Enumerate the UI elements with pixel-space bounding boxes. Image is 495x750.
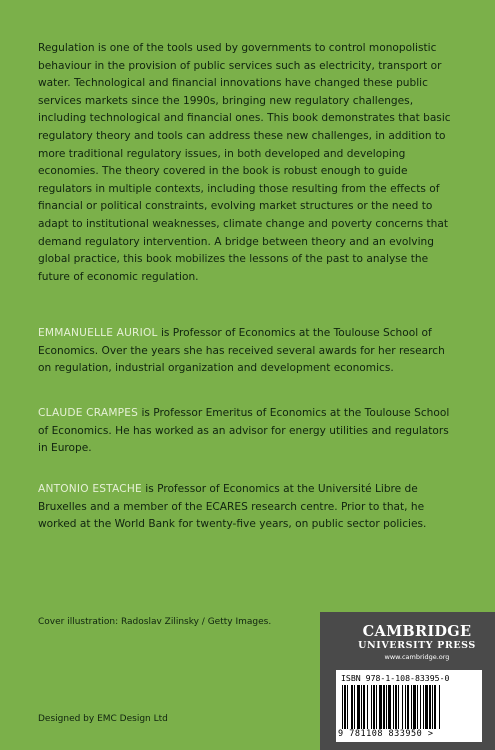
barcode-bar: [407, 685, 409, 729]
barcode-bar: [439, 685, 440, 729]
barcode-bar: [423, 685, 424, 729]
barcode-icon: [340, 685, 478, 729]
author-bio-auriol: [38, 325, 458, 378]
publisher-press: UNIVERSITY PRESS: [358, 640, 476, 651]
author-bio-text: is Professor of Economics at the Toulouse School of Economics. Over the years she has received several awards for her research on regulation, industrial organization and development economics.: [38, 327, 445, 375]
barcode-digits: 9 781108 833950 >: [338, 729, 434, 739]
barcode-bar: [383, 685, 385, 729]
book-description: Regulation is one of the tools used by governments to control monopolistic behaviour in the provision of public services such as electricity, transport or water. Technological and financial innovations have changed these public services markets since the 1990s, bringing new regulatory challenges, including technological and financial ones. This book demonstrates that basic regulatory theory and tools can address these new challenges, in addition to more traditional regulatory issues, in both developed and developing economies. The theory covered in the book is robust enough to guide regulators in multiple contexts, including those resulting from the effects of financial or political constraints, evolving market structures or the need to adapt to institutional weaknesses, climate change and poverty concerns that demand regulatory intervention. A bridge between theory and an evolving global practice, this book mobilizes the lessons of the past to analyse the future of economic regulation.: [38, 42, 451, 283]
barcode-bar: [361, 685, 362, 729]
barcode-bar: [388, 685, 391, 729]
barcode-bar: [351, 685, 353, 729]
barcode-bar: [434, 685, 436, 729]
barcode-bar: [347, 685, 348, 729]
publisher-name: CAMBRIDGE: [362, 623, 472, 640]
barcode-bar: [371, 685, 372, 729]
barcode-bar: [417, 685, 418, 729]
barcode-bar: [393, 685, 394, 729]
barcode-bar: [429, 685, 431, 729]
barcode-bar: [405, 685, 406, 729]
publisher-url: www.cambridge.org: [384, 653, 450, 661]
barcode-bar: [367, 685, 368, 729]
barcode-bar: [420, 685, 421, 729]
author-bio-text: is Professor of Economics at the Université Libre de Bruxelles and a member of the ECARES research centre. Prior to that, he worked at the World Bank for twenty-five years, on public sector policies.: [38, 483, 427, 531]
barcode-bar: [344, 685, 346, 729]
author-bio-estache: [38, 481, 458, 534]
cover-illustration-credit: Cover illustration: Radoslav Zilinsky / Getty Images.: [38, 617, 272, 627]
isbn-barcode-box: [336, 670, 482, 742]
barcode-bar: [402, 685, 403, 729]
barcode-bar: [411, 685, 412, 729]
barcode-bar: [363, 685, 365, 729]
barcode-bar: [395, 685, 397, 729]
barcode-bar: [398, 685, 399, 729]
publisher-panel: [320, 612, 495, 750]
barcode-bar: [342, 685, 343, 729]
design-credit: Designed by EMC Design Ltd: [38, 714, 168, 724]
barcode-bar: [379, 685, 382, 729]
author-name: EMMANUELLE AURIOL: [38, 327, 158, 339]
author-bio-text: is Professor Emeritus of Economics at the Toulouse School of Economics. He has worked as an advisor for energy utilities and regulators in Europe.: [38, 407, 450, 455]
isbn-label: ISBN 978-1-108-83395-0: [341, 673, 450, 683]
author-name: CLAUDE CRAMPES: [38, 407, 139, 419]
barcode-bar: [376, 685, 377, 729]
barcode-bar: [425, 685, 428, 729]
barcode-bar: [357, 685, 360, 729]
barcode-bar: [413, 685, 416, 729]
barcode-bar: [354, 685, 355, 729]
author-name: ANTONIO ESTACHE: [38, 483, 142, 495]
barcode-bar: [373, 685, 375, 729]
barcode-bar: [386, 685, 387, 729]
author-bio-crampes: [38, 405, 458, 458]
barcode-bar: [432, 685, 433, 729]
